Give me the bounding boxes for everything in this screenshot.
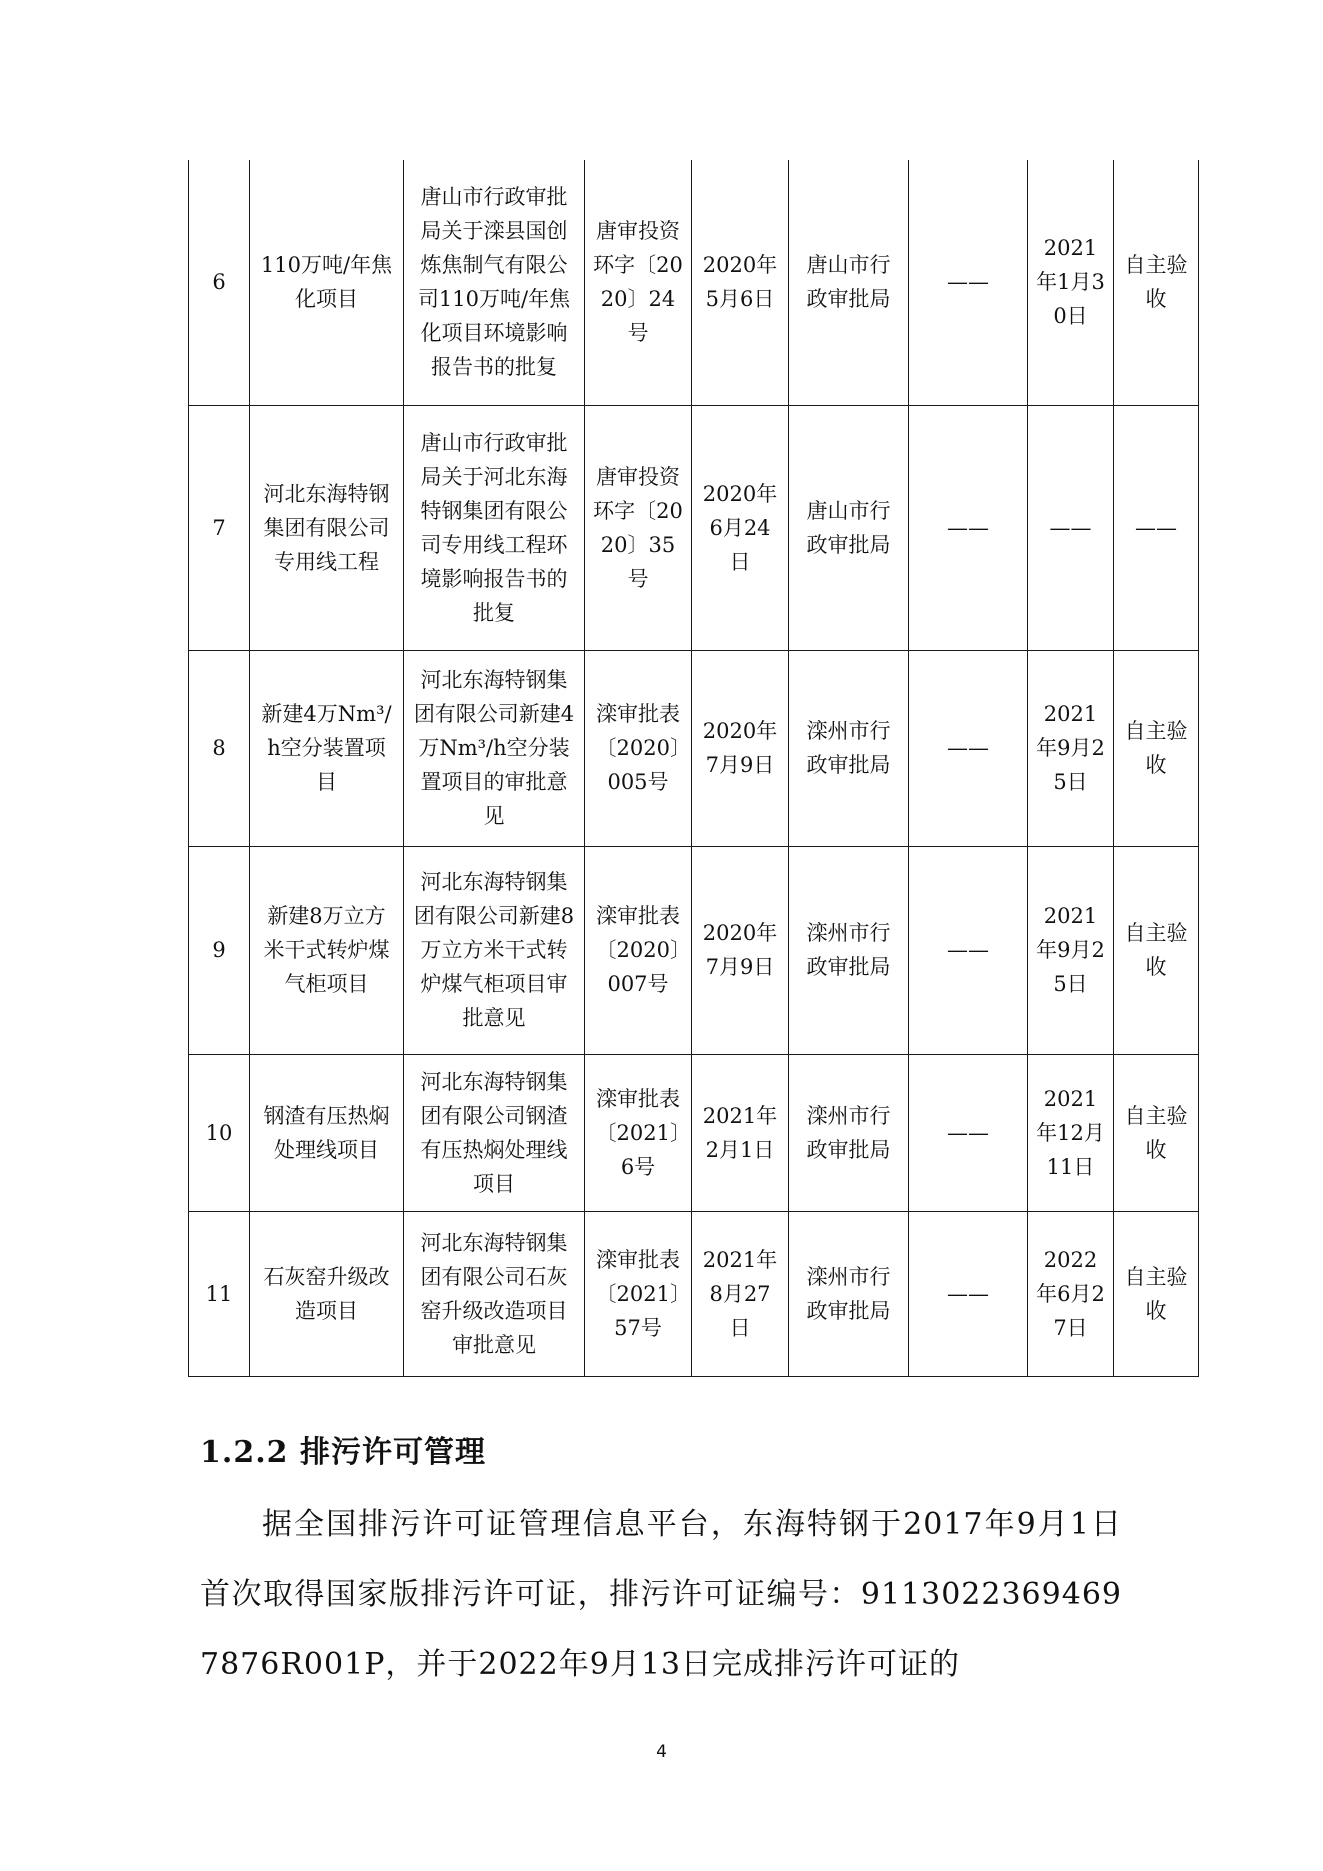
- cell-col7: ——: [909, 846, 1028, 1054]
- cell-document: 河北东海特钢集团有限公司新建4万Nm³/h空分装置项目的审批意见: [404, 650, 585, 846]
- cell-document: 河北东海特钢集团有限公司石灰窑升级改造项目审批意见: [404, 1211, 585, 1376]
- cell-no: 6: [189, 160, 250, 405]
- table-row: [189, 1054, 1199, 1211]
- cell-document: 河北东海特钢集团有限公司钢渣有压热焖处理线项目: [404, 1054, 585, 1211]
- section-heading: 1.2.2 排污许可管理: [200, 1435, 486, 1470]
- cell-doc-number: 滦审批表〔2021〕6号: [585, 1054, 692, 1211]
- cell-date: 2020年6月24日: [692, 405, 789, 650]
- cell-col7: ——: [909, 160, 1028, 405]
- cell-date: 2020年7月9日: [692, 846, 789, 1054]
- cell-acceptance-date: ——: [1028, 405, 1114, 650]
- approval-table-container: [188, 160, 1198, 1377]
- cell-project: 石灰窑升级改造项目: [250, 1211, 404, 1376]
- cell-doc-number: 唐审投资环字〔2020〕24号: [585, 160, 692, 405]
- approval-records-table: [188, 160, 1199, 1377]
- table-row: [189, 1211, 1199, 1376]
- cell-acceptance: 自主验收: [1114, 650, 1199, 846]
- cell-acceptance-date: 2021年9月25日: [1028, 650, 1114, 846]
- cell-authority: 滦州市行政审批局: [789, 846, 909, 1054]
- cell-doc-number: 滦审批表〔2020〕005号: [585, 650, 692, 846]
- cell-doc-number: 滦审批表〔2021〕57号: [585, 1211, 692, 1376]
- table-row: [189, 650, 1199, 846]
- section-paragraph: 据全国排污许可证管理信息平台，东海特钢于2017年9月1日首次取得国家版排污许可证，排污许可证编号：91130223694697876R001P，并于2022年9月13日完成排污许可证的: [200, 1507, 1122, 1682]
- cell-acceptance-date: 2022年6月27日: [1028, 1211, 1114, 1376]
- cell-acceptance-date: 2021年12月11日: [1028, 1054, 1114, 1211]
- cell-acceptance: 自主验收: [1114, 1211, 1199, 1376]
- cell-date: 2020年5月6日: [692, 160, 789, 405]
- cell-col7: ——: [909, 405, 1028, 650]
- cell-date: 2020年7月9日: [692, 650, 789, 846]
- cell-no: 8: [189, 650, 250, 846]
- cell-acceptance: 自主验收: [1114, 160, 1199, 405]
- cell-project: 新建8万立方米干式转炉煤气柜项目: [250, 846, 404, 1054]
- cell-date: 2021年2月1日: [692, 1054, 789, 1211]
- cell-authority: 唐山市行政审批局: [789, 160, 909, 405]
- cell-authority: 滦州市行政审批局: [789, 1054, 909, 1211]
- cell-col7: ——: [909, 1054, 1028, 1211]
- cell-project: 钢渣有压热焖处理线项目: [250, 1054, 404, 1211]
- table-row: [189, 405, 1199, 650]
- cell-project: 新建4万Nm³/h空分装置项目: [250, 650, 404, 846]
- cell-project: 河北东海特钢集团有限公司专用线工程: [250, 405, 404, 650]
- cell-date: 2021年8月27日: [692, 1211, 789, 1376]
- cell-no: 10: [189, 1054, 250, 1211]
- cell-document: 河北东海特钢集团有限公司新建8万立方米干式转炉煤气柜项目审批意见: [404, 846, 585, 1054]
- cell-col7: ——: [909, 1211, 1028, 1376]
- cell-document: 唐山市行政审批局关于河北东海特钢集团有限公司专用线工程环境影响报告书的批复: [404, 405, 585, 650]
- cell-acceptance-date: 2021年1月30日: [1028, 160, 1114, 405]
- cell-no: 9: [189, 846, 250, 1054]
- cell-authority: 滦州市行政审批局: [789, 1211, 909, 1376]
- cell-acceptance: 自主验收: [1114, 1054, 1199, 1211]
- table-row: [189, 160, 1199, 405]
- cell-acceptance-date: 2021年9月25日: [1028, 846, 1114, 1054]
- cell-doc-number: 滦审批表〔2020〕007号: [585, 846, 692, 1054]
- cell-authority: 滦州市行政审批局: [789, 650, 909, 846]
- cell-document: 唐山市行政审批局关于滦县国创炼焦制气有限公司110万吨/年焦化项目环境影响报告书的批复: [404, 160, 585, 405]
- cell-project: 110万吨/年焦化项目: [250, 160, 404, 405]
- cell-acceptance: ——: [1114, 405, 1199, 650]
- cell-no: 11: [189, 1211, 250, 1376]
- cell-doc-number: 唐审投资环字〔2020〕35号: [585, 405, 692, 650]
- cell-col7: ——: [909, 650, 1028, 846]
- cell-acceptance: 自主验收: [1114, 846, 1199, 1054]
- cell-authority: 唐山市行政审批局: [789, 405, 909, 650]
- cell-no: 7: [189, 405, 250, 650]
- table-row: [189, 846, 1199, 1054]
- page-number: 4: [656, 1742, 667, 1762]
